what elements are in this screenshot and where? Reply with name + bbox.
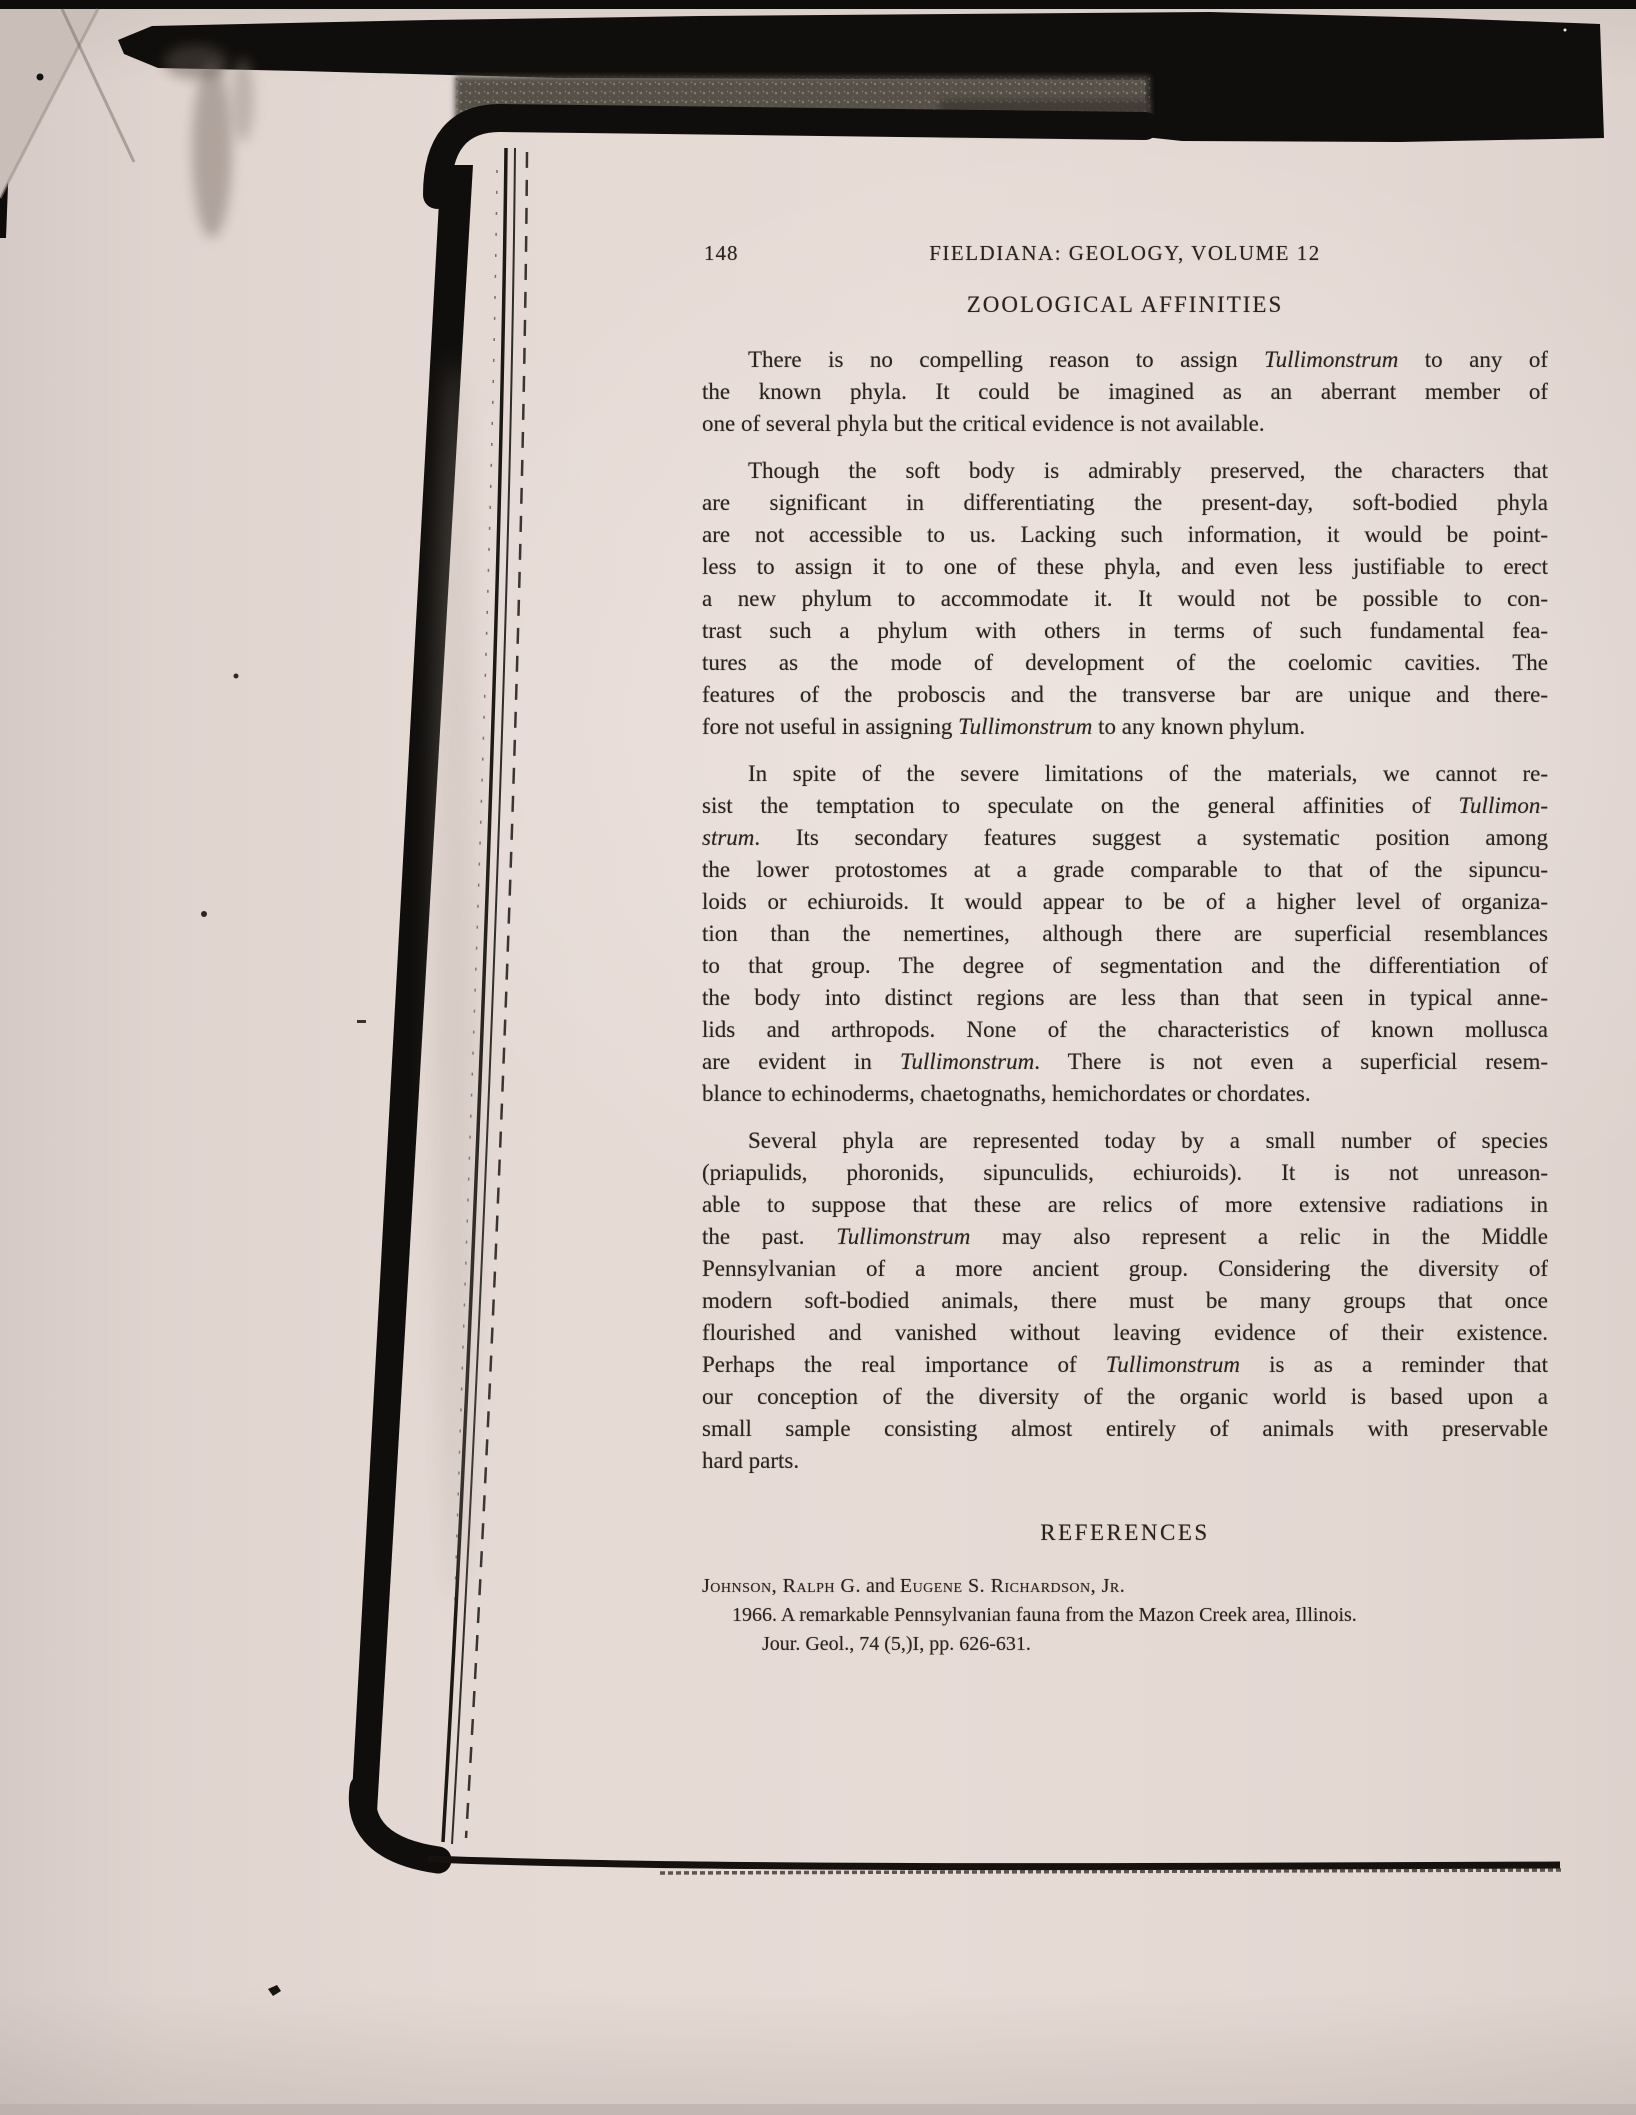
text-segment: There is no compelling reason to assign: [748, 347, 1265, 372]
text-line: [702, 551, 1548, 583]
reference-line: Jour. Geol., 74 (5,)I, pp. 626-631.: [762, 1633, 1031, 1655]
reference-author-connector: and: [860, 1575, 900, 1597]
page-top-border: [437, 118, 1145, 195]
reference-author: Johnson, Ralph G.: [702, 1575, 861, 1597]
text-segment: the past.: [702, 1224, 837, 1249]
text-segment: one of several phyla but the critical evidence is not available.: [702, 411, 1265, 436]
top-black-strip: [0, 0, 1636, 9]
text-segment: fore not useful in assigning: [702, 714, 959, 739]
ink-speck: [37, 74, 44, 81]
paragraph: [702, 455, 1548, 743]
text-segment: features of the proboscis and the transverse bar are unique and there-: [702, 682, 1548, 707]
text-line: [702, 1285, 1548, 1317]
text-line: [702, 822, 1548, 854]
text-line: [702, 1317, 1548, 1349]
text-line: [702, 487, 1548, 519]
ink-speck: [234, 674, 239, 679]
text-line: [702, 886, 1548, 918]
text-segment: trast such a phylum with others in terms of such fundamental fea-: [702, 618, 1548, 643]
text-line: [702, 1413, 1548, 1445]
page-bottom-edge: [428, 1859, 1560, 1867]
text-line: [702, 647, 1548, 679]
text-segment: Several phyla are represented today by a small number of species: [748, 1128, 1548, 1153]
page-number: 148: [704, 241, 739, 265]
paragraph: [702, 1125, 1548, 1477]
text-segment: the known phyla. It could be imagined as an aberrant member of: [702, 379, 1548, 404]
text-segment: flourished and vanished without leaving evidence of their existence.: [702, 1320, 1548, 1345]
text-segment: Though the soft body is admirably preserved, the characters that: [748, 458, 1548, 483]
text-segment: may also represent a relic in the Middle: [970, 1224, 1548, 1249]
text-segment: . There is not even a superficial resem-: [1034, 1049, 1548, 1074]
smudge-streak: [192, 62, 232, 238]
text-segment: lids and arthropods. None of the characteristics of known mollusca: [702, 1017, 1548, 1042]
text-segment: the body into distinct regions are less than that seen in typical anne-: [702, 985, 1548, 1010]
paragraph: [702, 344, 1548, 440]
text-segment: a new phylum to accommodate it. It would not be possible to con-: [702, 586, 1548, 611]
text-segment: are not accessible to us. Lacking such information, it would be point-: [702, 522, 1548, 547]
smudge-streak: [232, 58, 254, 142]
reference-line: 1966. A remarkable Pennsylvanian fauna from the Mazon Creek area, Illinois.: [732, 1604, 1357, 1626]
reference-author: Eugene S. Richardson, Jr.: [899, 1575, 1126, 1597]
text-segment: tion than the nemertines, although there are superficial resemblances: [702, 921, 1548, 946]
text-line: [702, 1189, 1548, 1221]
bottom-copier-edge: [0, 2104, 1636, 2115]
text-line: [702, 790, 1548, 822]
text-segment: is as a reminder that: [1240, 1352, 1548, 1377]
text-segment: the lower protostomes at a grade comparable to that of the sipuncu-: [702, 857, 1548, 882]
text-line: [702, 1014, 1548, 1046]
italic-text-segment: Tullimonstrum: [1105, 1352, 1240, 1377]
text-line: [702, 1253, 1548, 1285]
crease-line: [62, 9, 134, 162]
text-segment: are evident in: [702, 1049, 901, 1074]
text-line: [702, 1349, 1548, 1381]
text-segment: less to assign it to one of these phyla, and even less justifiable to erect: [702, 554, 1548, 579]
text-segment: sist the temptation to speculate on the general affinities of: [702, 793, 1459, 818]
text-segment: able to suppose that these are relics of more extensive radiations in: [702, 1192, 1548, 1217]
text-line: [702, 854, 1548, 886]
text-segment: our conception of the diversity of the organic world is based upon a: [702, 1384, 1548, 1409]
ink-speck: [357, 1020, 366, 1023]
text-segment: to that group. The degree of segmentation and the differentiation of: [702, 953, 1548, 978]
pen-mark: [268, 1985, 281, 1996]
text-line: [702, 711, 1548, 743]
spine-bottom-curve: [362, 1788, 438, 1860]
text-line: [702, 1157, 1548, 1189]
text-line: [702, 408, 1548, 440]
section-heading: ZOOLOGICAL AFFINITIES: [966, 292, 1284, 317]
body-text: [702, 344, 1548, 1492]
italic-text-segment: Tullimonstrum: [1264, 347, 1399, 372]
text-segment: blance to echinoderms, chaetognaths, hemichordates or chordates.: [702, 1081, 1311, 1106]
running-title: FIELDIANA: GEOLOGY, VOLUME 12: [929, 241, 1321, 265]
text-segment: . Its secondary features suggest a systematic position among: [754, 825, 1548, 850]
text-segment: to any known phylum.: [1092, 714, 1306, 739]
italic-text-segment: strum: [702, 825, 755, 850]
italic-text-segment: Tullimonstrum: [900, 1049, 1035, 1074]
text-line: [702, 679, 1548, 711]
text-line: [702, 344, 1548, 376]
text-segment: small sample consisting almost entirely of animals with preservable: [702, 1416, 1548, 1441]
text-segment: (priapulids, phoronids, sipunculids, echiuroids). It is not unreason-: [702, 1160, 1548, 1185]
text-segment: modern soft-bodied animals, there must be many groups that once: [702, 1288, 1548, 1313]
text-line: [702, 950, 1548, 982]
text-line: [702, 1078, 1548, 1110]
italic-text-segment: Tullimonstrum: [836, 1224, 971, 1249]
smudge-streak: [164, 45, 228, 79]
text-line: [702, 1046, 1548, 1078]
text-segment: In spite of the severe limitations of the materials, we cannot re-: [748, 761, 1548, 786]
ink-speck: [201, 911, 207, 917]
text-line: [702, 615, 1548, 647]
text-segment: are significant in differentiating the present-day, soft-bodied phyla: [702, 490, 1548, 515]
text-segment: Perhaps the real importance of: [702, 1352, 1106, 1377]
text-segment: to any of: [1398, 347, 1548, 372]
text-line: [702, 918, 1548, 950]
ink-speck: [1564, 29, 1567, 32]
text-line: [702, 1445, 1548, 1477]
text-line: [702, 758, 1548, 790]
text-line: [702, 1125, 1548, 1157]
text-segment: loids or echiuroids. It would appear to be of a higher level of organiza-: [702, 889, 1548, 914]
page-bottom-speckle: [660, 1870, 1562, 1873]
text-line: [702, 1221, 1548, 1253]
text-segment: hard parts.: [702, 1448, 800, 1473]
reference-entry: [702, 1572, 1548, 1659]
text-line: [702, 982, 1548, 1014]
text-line: [702, 519, 1548, 551]
text-line: [702, 1381, 1548, 1413]
italic-text-segment: Tullimon-: [1458, 793, 1548, 818]
running-head: [702, 241, 1548, 273]
text-line: [702, 583, 1548, 615]
paragraph: [702, 758, 1548, 1110]
text-line: [702, 455, 1548, 487]
italic-text-segment: Tullimonstrum: [958, 714, 1093, 739]
text-segment: tures as the mode of development of the coelomic cavities. The: [702, 650, 1548, 675]
reference-authors: [702, 1572, 1548, 1601]
text-line: [702, 376, 1548, 408]
references-heading: REFERENCES: [1040, 1520, 1210, 1545]
gutter-shading: [433, 360, 477, 1600]
text-segment: Pennsylvanian of a more ancient group. Considering the diversity of: [702, 1256, 1548, 1281]
